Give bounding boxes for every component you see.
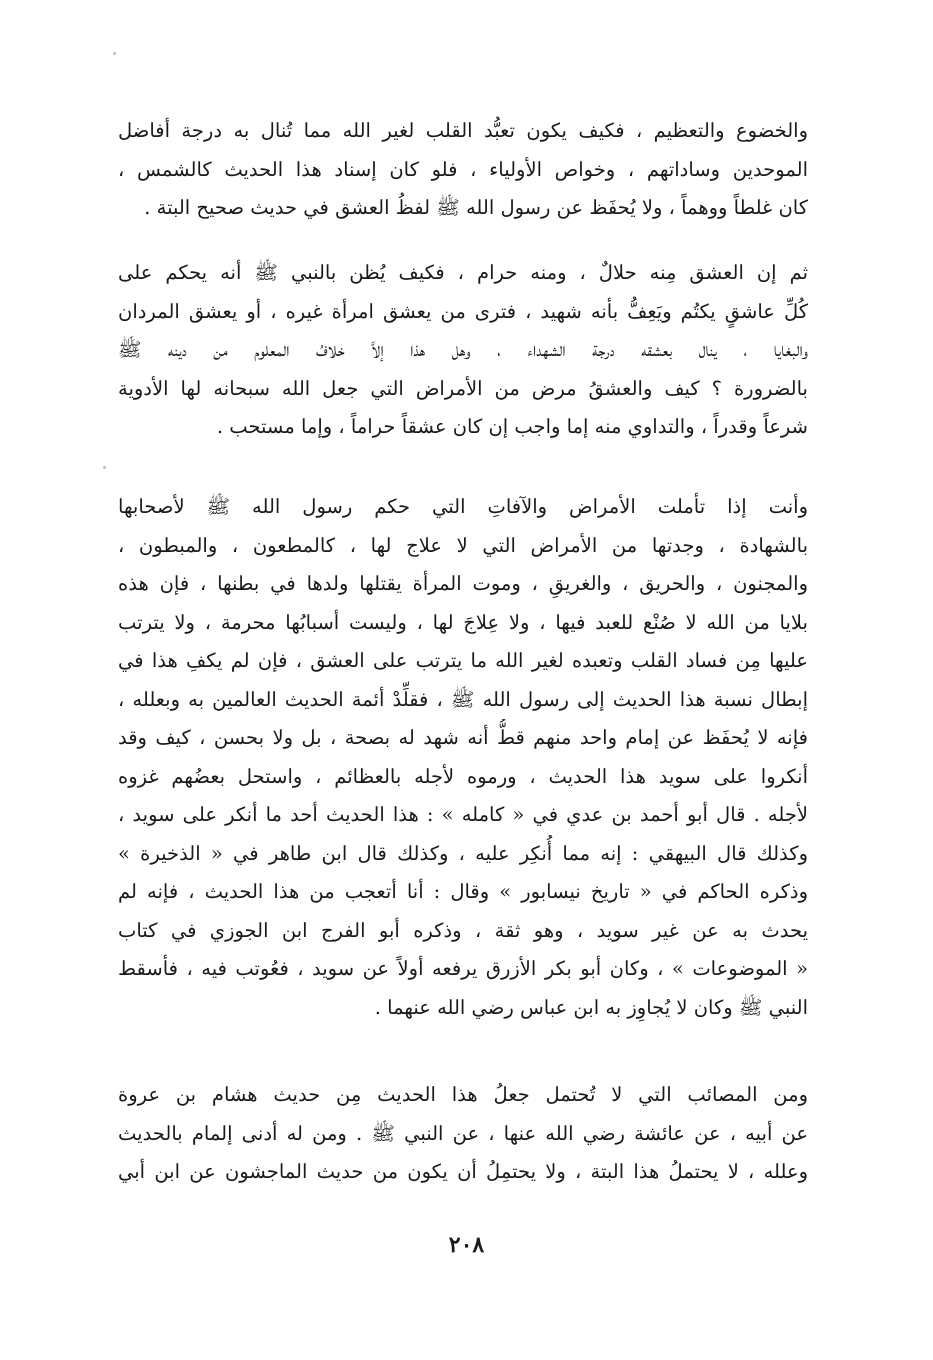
text-line: بلايا من الله لا صُنْع للعبد فيها ، ولا عِلاجَ لها ، وليست أسبابُها محرمة ، ولا يترتب [118,610,808,634]
text-line: فإنه لا يُحفَظ عن إمام واحد منهم قطُّ أنه شهد له بصحة ، بل ولا بحسن ، كيف وقد [118,726,808,749]
paragraph-2 [118,254,808,447]
text-line: وذكره الحاكم في « تاريخ نيسابور » وقال : أنا أتعجب من هذا الحديث ، فإنه لم [118,880,808,903]
text-line: وعلله ، لا يحتملُ هذا البتة ، ولا يحتمِلُ أن يكون من حديث الماجشون عن ابن أبي [118,1160,808,1183]
text-line: ومن المصائب التي لا تُحتمل جعلُ هذا الحديث مِن حديث هشام بن عروة [118,1083,808,1106]
text-line: والبغايا ، ينال بعشقه درجة الشهداء ، وهل هذا إلاَّ خلافُ المعلوم من دينه ﷺ [118,338,808,361]
text-line: بالشهادة ، وجدتها من الأمراض التي لا علاج لها ، كالمطعون ، والمبطون ، [118,533,808,557]
text-line: النبي ﷺ وكان لا يُجاوِز به ابن عباس رضي الله عنهما . [374,995,808,1019]
text-line: أنكروا على سويد هذا الحديث ، ورموه لأجله بالعظائم ، واستحل بعضُهم غزوه [118,764,808,788]
paragraph-1 [118,112,808,228]
text-line: « الموضوعات » ، وكان أبو بكر الأزرق يرفعه أولاً عن سويد ، فعُوتب فيه ، فأسقط [118,957,808,980]
text-line: وكذلك قال البيهقي : إنه مما أُنكِر عليه ، وكذلك قال ابن طاهر في « الذخيرة » [118,841,808,865]
text-line: كان غلطاً ووهماً ، ولا يُحفَظ عن رسول الله ﷺ لفظُ العشق في حديث صحيح البتة . [144,196,808,219]
paragraph-4 [118,1076,808,1192]
text-line: يحدث به عن غير سويد ، وهو ثقة ، وذكره أبو الفرج ابن الجوزي في كتاب [118,918,808,942]
paragraph-3 [118,488,808,1027]
text-line: عن أبيه ، عن عائشة رضي الله عنها ، عن النبي ﷺ . ومن له أدنى إلمام بالحديث [118,1121,808,1145]
text-line: والمجنون ، والحريق ، والغريقِ ، وموت المرأة يقتلها ولدها في بطنها ، فإن هذه [118,572,808,595]
text-line: كُلِّ عاشقٍ يكتُم ويَعِفُّ بأنه شهيد ، فترى من يعشق امرأة غيره ، أو يعشق المردان [118,299,808,323]
text-line: والخضوع والتعظيم ، فكيف يكون تعبُّد القلب لغير الله مما تُنال به درجة أفاضل [118,119,808,142]
text-line: إبطال نسبة هذا الحديث إلى رسول الله ﷺ ، فقلِّدْ أئمة الحديث العالمين به وبعلله ، [118,687,808,711]
text-line: ثم إن العشق مِنه حلالٌ ، ومنه حرام ، فكيف يُظن بالنبي ﷺ أنه يحكم على [118,261,808,284]
margin-speck [113,52,116,55]
text-line: وأنت إذا تأملت الأمراض والآفاتِ التي حكم رسول الله ﷺ لأصحابها [118,495,808,518]
margin-speck [103,466,106,469]
text-line: بالضرورة ؟ كيف والعشقُ مرض من الأمراض التي جعل الله سبحانه لها الأدوية [118,376,808,400]
text-line: عليها مِن فساد القلب وتعبده لغير الله ما يترتب على العشق ، فإن لم يكفِ هذا في [118,649,808,672]
page-number: ٢٠٨ [448,1232,485,1258]
text-line: الموحدين وساداتهم ، وخواص الأولياء ، فلو كان إسناد هذا الحديث كالشمس ، [118,157,808,181]
text-line: شرعاً وقدراً ، والتداوي منه إما واجب إن كان عشقاً حراماً ، وإما مستحب . [216,415,808,438]
text-line: لأجله . قال أبو أحمد بن عدي في « كامله » : هذا الحديث أحد ما أنكر على سويد ، [118,803,808,826]
